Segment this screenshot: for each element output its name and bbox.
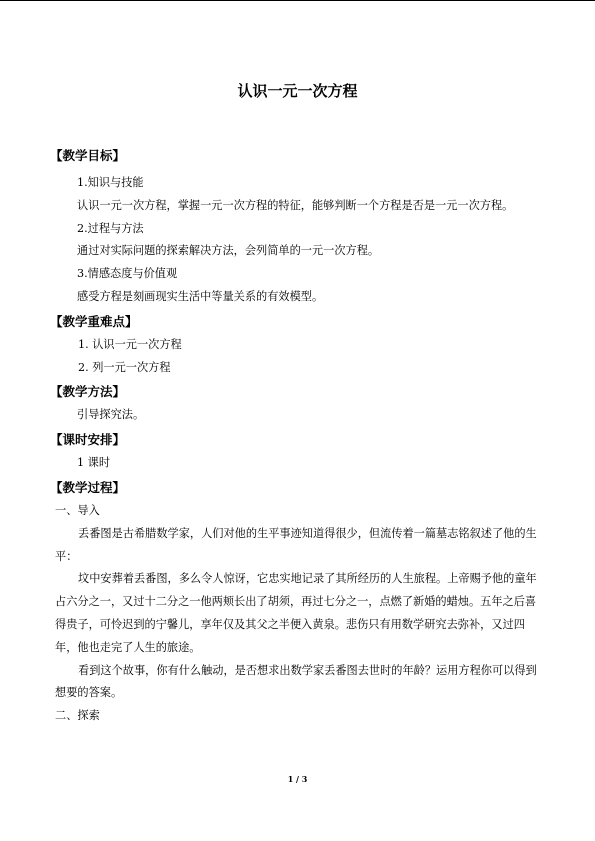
section-heading-goals: 【教学目标】	[50, 148, 126, 163]
page-number: 1 / 3	[287, 774, 308, 784]
key-point-2: 2. 列一元一次方程	[78, 360, 171, 374]
goal-1-title: 1.知识与技能	[77, 176, 144, 189]
header-rule	[0, 0, 595, 1]
section-heading-key-points: 【教学重难点】	[50, 313, 138, 329]
method-text: 引导探究法。	[77, 408, 145, 422]
process-paragraph-2: 坟中安葬着丢番图，多么令人惊讶，它忠实地记录了其所经历的人生旅程。上帝赐予他的童年占六分之一，又过十二分之一他两颊长出了胡须，再过七分之一，点燃了新婚的蜡烛。五年之后喜得贵子，可怜迟到的宁馨儿，享年仅及其父之半便入黄泉。悲伤只有用数学研究去弥补，又过四年，他也走完了人生的旅途。	[55, 572, 537, 654]
goal-3-text: 感受方程是刻画现实生活中等量关系的有效模型。	[77, 289, 324, 303]
section-heading-method: 【教学方法】	[50, 384, 126, 400]
process-part-2-title: 二、探索	[55, 709, 100, 723]
schedule-text: 1 课时	[77, 456, 111, 470]
goal-2-title: 2.过程与方法	[77, 221, 144, 235]
key-point-1: 1. 认识一元一次方程	[78, 337, 182, 351]
section-heading-schedule: 【课时安排】	[50, 432, 126, 448]
page-title: 认识一元一次方程	[237, 82, 358, 100]
process-paragraph-3: 看到这个故事，你有什么触动，是否想求出数学家丢番图去世时的年龄？运用方程你可以得到想要的答案。	[55, 663, 537, 700]
goal-1-text: 认识一元一次方程，掌握一元一次方程的特征，能够判断一个方程是否是一元一次方程。	[77, 198, 514, 212]
goal-3-title: 3.情感态度与价值观	[77, 267, 178, 281]
goal-2-text: 通过对实际问题的探索解决方法，会列简单的一元一次方程。	[77, 244, 380, 258]
section-heading-process: 【教学过程】	[50, 479, 126, 495]
process-part-1-title: 一、导入	[55, 503, 100, 517]
document-body	[50, 143, 545, 728]
process-paragraph-1: 丢番图是古希腊数学家，人们对他的生平事迹知道得很少，但流传着一篇墓志铭叙述了他的生平：	[55, 526, 537, 563]
